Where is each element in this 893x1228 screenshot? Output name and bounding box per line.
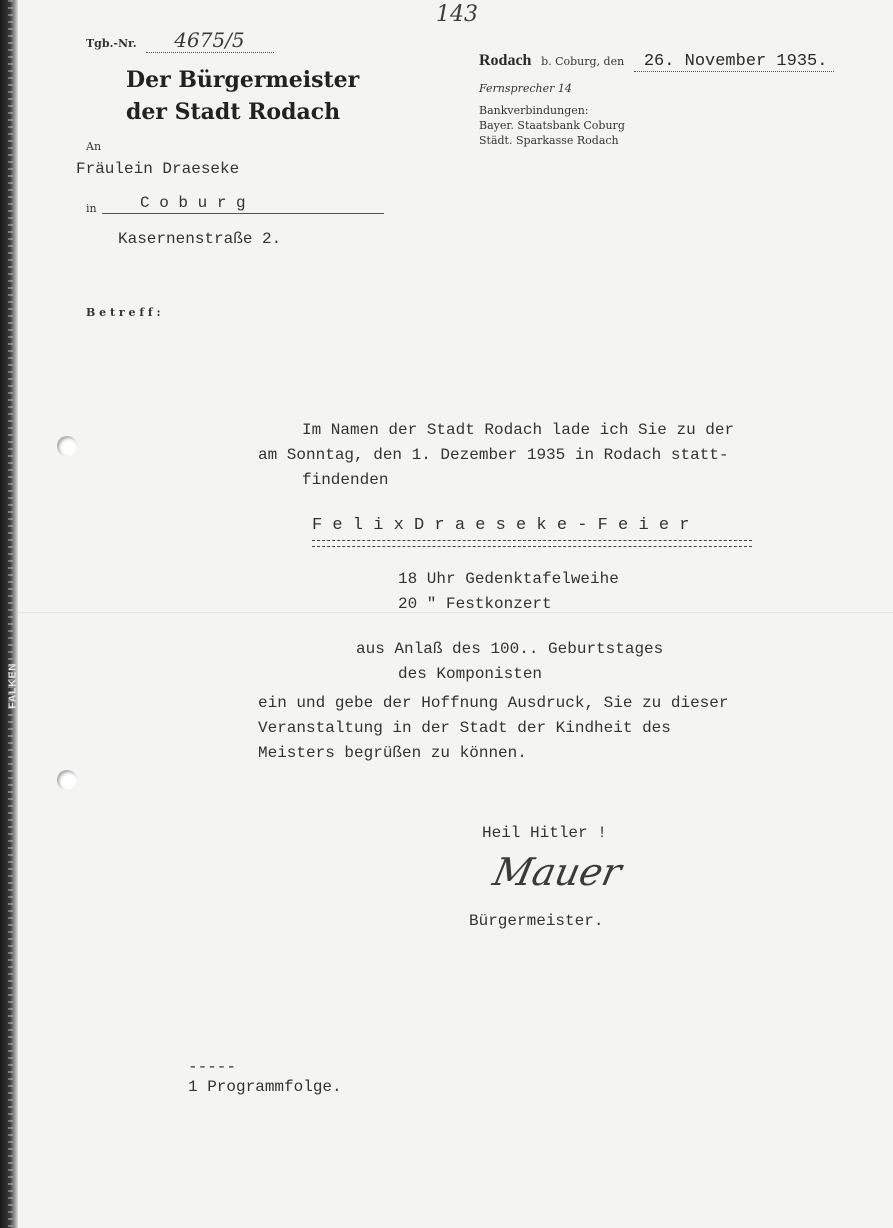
recipient-city: C o b u r g: [140, 194, 246, 212]
place-date: [479, 52, 834, 72]
body-line-4: ein und gebe der Hoffnung Ausdruck, Sie zu dieser: [258, 694, 729, 712]
signature: Mauer: [489, 850, 626, 894]
city-underline: [102, 213, 384, 214]
body-line-1: Im Namen der Stadt Rodach lade ich Sie zu der: [302, 421, 735, 439]
enclosure-divider: -----: [188, 1058, 237, 1076]
tgb-number: [86, 28, 274, 53]
tgb-label: Tgb.-Nr.: [86, 37, 137, 50]
binder-edge: [0, 0, 18, 1228]
program-item-2: 20 " Festkonzert: [398, 595, 552, 613]
body-line-2: am Sonntag, den 1. Dezember 1935 in Rodach statt-: [258, 446, 729, 464]
recipient-street: Kasernenstraße 2.: [118, 230, 282, 248]
tgb-value: 4675/5: [146, 28, 274, 53]
bank-label: Bankverbindungen:: [479, 104, 589, 117]
event-title-double-underline: [312, 540, 752, 547]
body-line-3: findenden: [302, 471, 389, 489]
occasion-line-1: aus Anlaß des 100.. Geburtstages: [356, 640, 664, 658]
recipient-name: Fräulein Draeseke: [76, 160, 240, 178]
recipient-prefix: An: [86, 140, 102, 153]
binder-label: FALKEN: [7, 662, 19, 709]
place: Rodach: [479, 52, 532, 69]
phone: Fernsprecher 14: [479, 82, 572, 95]
punch-hole-bottom: [57, 770, 77, 790]
recipient-in-label: in: [86, 202, 97, 215]
closing-greeting: Heil Hitler !: [482, 824, 607, 842]
occasion-line-2: des Komponisten: [398, 665, 543, 683]
body-line-5: Veranstaltung in der Stadt der Kindheit des: [258, 719, 671, 737]
place-suffix: b. Coburg, den: [541, 55, 625, 68]
event-title: F e l i x D r a e s e k e - F e i e r: [312, 516, 690, 535]
page-number: 143: [436, 2, 478, 27]
body-line-6: Meisters begrüßen zu können.: [258, 744, 527, 762]
letter-date: 26. November 1935.: [634, 52, 834, 72]
bank-1: Bayer. Staatsbank Coburg: [479, 119, 625, 132]
subject-label: B e t r e f f :: [86, 306, 161, 319]
office-line1: Der Bürgermeister: [126, 67, 360, 93]
program-item-1: 18 Uhr Gedenktafelweihe: [398, 570, 619, 588]
office-line2: der Stadt Rodach: [126, 99, 341, 125]
bank-2: Städt. Sparkasse Rodach: [479, 134, 619, 147]
binder-perforation: [8, 0, 13, 1228]
enclosure-text: 1 Programmfolge.: [188, 1078, 342, 1096]
punch-hole-top: [57, 436, 77, 456]
closing-title: Bürgermeister.: [469, 912, 604, 930]
